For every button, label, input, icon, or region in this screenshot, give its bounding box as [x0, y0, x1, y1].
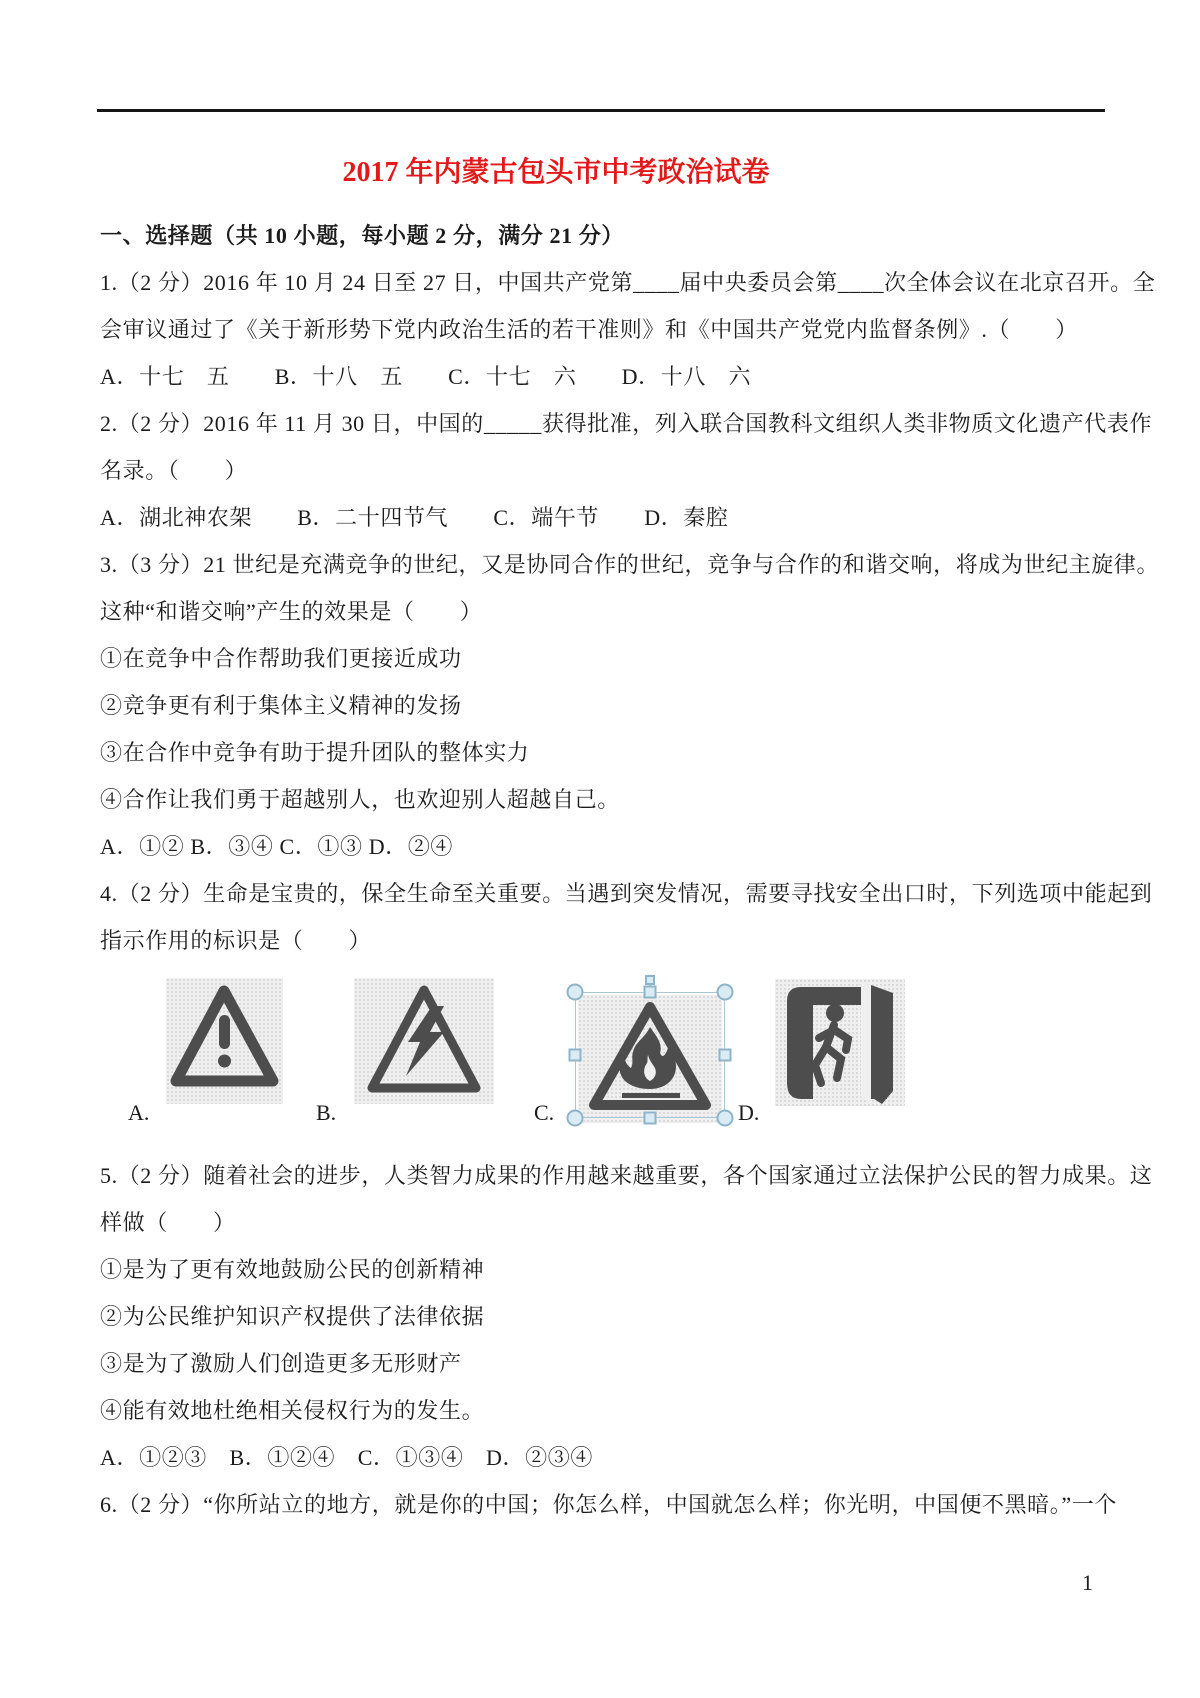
question-2-line-2: 名录。（ ） [100, 458, 248, 483]
option-a-image[interactable] [166, 978, 283, 1104]
question-3-item-4: ④合作让我们勇于超越别人，也欢迎别人超越自己。 [100, 787, 620, 812]
selection-handle-top-right[interactable] [717, 984, 734, 1001]
question-4-line-1: 4.（2 分）生命是宝贵的，保全生命至关重要。当遇到突发情况，需要寻找安全出口时，下列选项中能起到 [100, 881, 1153, 906]
question-5-item-1: ①是为了更有效地鼓励公民的创新精神 [100, 1257, 485, 1282]
option-c-label: C. [534, 1100, 555, 1125]
question-3-line-1: 3.（3 分）21 世纪是充满竞争的世纪，又是协同合作的世纪，竞争与合作的和谐交响，将成为世纪主旋律。 [100, 552, 1160, 577]
option-d-image[interactable] [775, 979, 905, 1106]
question-2-options: A．湖北神农架 B．二十四节气 C．端午节 D．秦腔 [100, 505, 729, 530]
option-a-label: A. [128, 1100, 150, 1125]
question-1-line-1: 1.（2 分）2016 年 10 月 24 日至 27 日，中国共产党第____届中央委员会第____次全体会议在北京召开。全 [100, 270, 1156, 295]
question-5-item-4: ④能有效地杜绝相关侵权行为的发生。 [100, 1398, 485, 1423]
question-1-line-2: 会审议通过了《关于新形势下党内政治生活的若干准则》和《中国共产党党内监督条例》.（ ） [100, 317, 1078, 342]
question-6-line-1: 6.（2 分）“你所站立的地方，就是你的中国；你怎么样，中国就怎么样；你光明，中国便不黑暗。”一个 [100, 1492, 1117, 1517]
question-1-options: A．十七 五 B．十八 五 C．十七 六 D．十八 六 [100, 364, 752, 389]
question-5-line-2: 样做（ ） [100, 1210, 236, 1235]
question-3-line-2: 这种“和谐交响”产生的效果是（ ） [100, 599, 483, 624]
rotation-handle[interactable] [645, 975, 655, 985]
option-b-label: B. [316, 1100, 337, 1125]
option-d-label: D. [738, 1100, 760, 1125]
question-5-item-3: ③是为了激励人们创造更多无形财产 [100, 1351, 462, 1376]
question-2-line-1: 2.（2 分）2016 年 11 月 30 日，中国的_____获得批准，列入联合国教科文组织人类非物质文化遗产代表作 [100, 411, 1153, 436]
header-divider-line [97, 109, 1105, 112]
page-number: 1 [1082, 1570, 1093, 1595]
selection-handle-top-center[interactable] [644, 986, 657, 999]
question-3-item-1: ①在竞争中合作帮助我们更接近成功 [100, 646, 462, 671]
high-voltage-icon [354, 978, 494, 1104]
emergency-exit-icon [775, 979, 905, 1106]
question-3-item-3: ③在合作中竞争有助于提升团队的整体实力 [100, 740, 530, 765]
option-b-image[interactable] [354, 978, 494, 1104]
selection-handle-bottom-center[interactable] [644, 1112, 657, 1125]
question-4-line-2: 指示作用的标识是（ ） [100, 928, 372, 953]
section-heading: 一、选择题（共 10 小题，每小题 2 分，满分 21 分） [100, 223, 625, 248]
question-5-options: A．①②③ B．①②④ C．①③④ D．②③④ [100, 1445, 593, 1470]
selection-frame [575, 992, 725, 1118]
selection-handle-bottom-right[interactable] [717, 1110, 734, 1127]
page-title: 2017 年内蒙古包头市中考政治试卷 [342, 157, 770, 188]
question-3-options: A．①② B．③④ C．①③ D．②④ [100, 834, 454, 859]
selection-handle-left-middle[interactable] [569, 1049, 582, 1062]
selection-handle-bottom-left[interactable] [567, 1110, 584, 1127]
question-5-item-2: ②为公民维护知识产权提供了法律依据 [100, 1304, 485, 1329]
selection-handle-top-left[interactable] [567, 984, 584, 1001]
question-5-line-1: 5.（2 分）随着社会的进步，人类智力成果的作用越来越重要，各个国家通过立法保护公民的智力成果。这 [100, 1163, 1153, 1188]
warning-exclamation-icon [166, 978, 283, 1104]
selection-handle-right-middle[interactable] [719, 1049, 732, 1062]
question-3-item-2: ②竞争更有利于集体主义精神的发扬 [100, 693, 462, 718]
